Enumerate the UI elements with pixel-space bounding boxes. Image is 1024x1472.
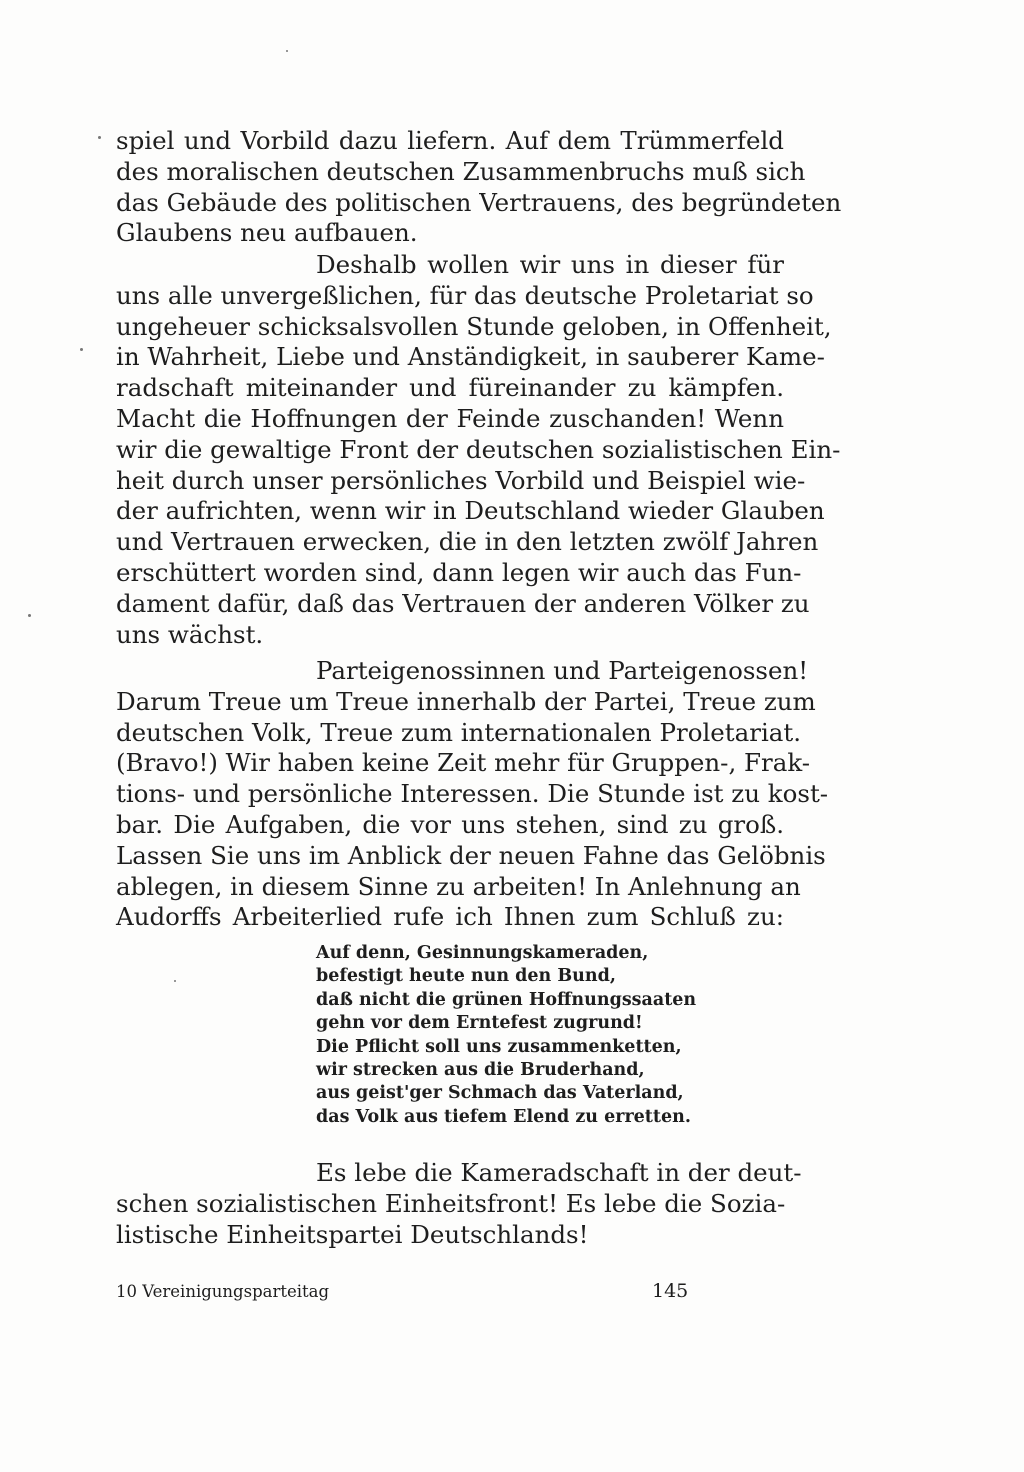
text-line: erschüttert worden sind, dann legen wir auch das Fun- xyxy=(116,557,802,587)
poem-line: befestigt heute nun den Bund, xyxy=(316,966,616,987)
scan-speck xyxy=(80,348,83,351)
paragraph-1 xyxy=(116,126,842,249)
text-line: radschaft miteinander und füreinander zu kämpfen. xyxy=(116,373,784,403)
text-line: Glaubens neu aufbauen. xyxy=(116,218,418,248)
poem-line: aus geist'ger Schmach das Vaterland, xyxy=(316,1083,684,1104)
text-line: tions- und persönliche Interessen. Die Stunde ist zu kost- xyxy=(116,779,829,809)
text-line: Es lebe die Kameradschaft in der deut- xyxy=(316,1158,802,1187)
text-line: und Vertrauen erwecken, die in den letzten zwölf Jahren xyxy=(116,527,819,557)
text-line: Macht die Hoffnungen der Feinde zuschanden! Wenn xyxy=(116,403,784,433)
scan-speck xyxy=(286,50,288,52)
text-line: (Bravo!) Wir haben keine Zeit mehr für Gruppen-, Frak- xyxy=(116,748,811,778)
text-line: listische Einheitspartei Deutschlands! xyxy=(116,1219,589,1249)
scan-speck xyxy=(28,614,31,617)
paragraph-4 xyxy=(116,1158,802,1250)
text-line: Parteigenossinnen und Parteigenossen! xyxy=(316,656,809,685)
text-line: uns wächst. xyxy=(116,619,264,649)
text-line: bar. Die Aufgaben, die vor uns stehen, sind zu groß. xyxy=(116,809,784,839)
page-number: 145 xyxy=(652,1280,689,1302)
text-line: deutschen Volk, Treue zum internationalen Proletariat. xyxy=(116,717,802,747)
poem-line: Auf denn, Gesinnungskameraden, xyxy=(316,943,649,963)
poem-line: gehn vor dem Erntefest zugrund! xyxy=(316,1013,643,1034)
text-line: in Wahrheit, Liebe und Anständigkeit, in sauberer Kame- xyxy=(116,342,825,372)
text-line: heit durch unser persönliches Vorbild und Beispiel wie- xyxy=(116,465,806,495)
text-line: dament dafür, daß das Vertrauen der anderen Völker zu xyxy=(116,588,810,618)
text-line: ungeheuer schicksalsvollen Stunde geloben, in Offenheit, xyxy=(116,311,832,341)
text-line: Deshalb wollen wir uns in dieser für xyxy=(316,250,784,279)
scan-speck xyxy=(174,980,176,982)
poem-line: wir strecken aus die Bruderhand, xyxy=(316,1059,645,1080)
paragraph-3 xyxy=(116,656,829,933)
poem-quote xyxy=(316,942,736,1129)
text-line: Lassen Sie uns im Anblick der neuen Fahne das Gelöbnis xyxy=(116,840,826,870)
text-line: spiel und Vorbild dazu liefern. Auf dem Trümmerfeld xyxy=(116,126,784,155)
scan-speck xyxy=(98,136,101,139)
poem-line: das Volk aus tiefem Elend zu erretten. xyxy=(316,1106,691,1127)
text-line: des moralischen deutschen Zusammenbruchs muß sich xyxy=(116,156,806,186)
text-line: ablegen, in diesem Sinne zu arbeiten! In Anlehnung an xyxy=(116,871,801,901)
poem-line: Die Pflicht soll uns zusammenketten, xyxy=(316,1036,682,1057)
printer-signature: 10 Vereinigungsparteitag xyxy=(116,1282,330,1301)
text-line: das Gebäude des politischen Vertrauens, des begründeten xyxy=(116,187,842,217)
text-line: Audorffs Arbeiterlied rufe ich Ihnen zum Schluß zu: xyxy=(116,902,784,932)
text-line: Darum Treue um Treue innerhalb der Partei, Treue zum xyxy=(116,686,816,716)
poem-line: daß nicht die grünen Hoffnungssaaten xyxy=(316,989,697,1010)
text-line: wir die gewaltige Front der deutschen sozialistischen Ein- xyxy=(116,434,841,464)
text-line: der aufrichten, wenn wir in Deutschland wieder Glauben xyxy=(116,496,825,526)
text-line: uns alle unvergeßlichen, für das deutsche Proletariat so xyxy=(116,280,814,310)
text-line: schen sozialistischen Einheitsfront! Es lebe die Sozia- xyxy=(116,1188,786,1218)
paragraph-2 xyxy=(116,250,841,650)
